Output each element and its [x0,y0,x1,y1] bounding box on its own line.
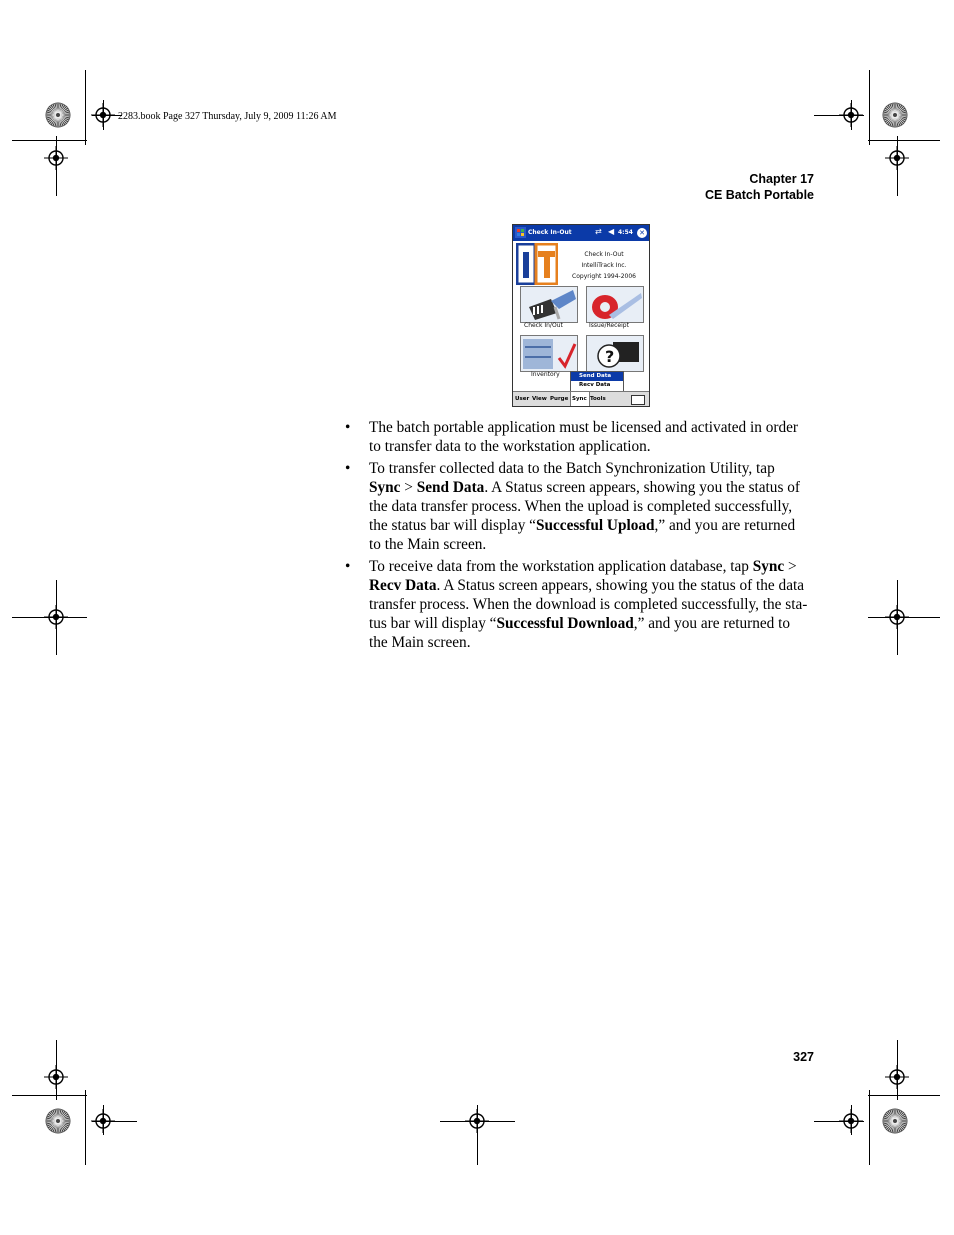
text-line [369,614,820,633]
text-run: the Main screen. [369,634,471,651]
text-run: to the Main screen. [369,536,487,553]
text-line [369,478,820,497]
starburst-mark-icon [882,102,908,128]
windows-start-icon [515,227,526,238]
text-line [369,535,820,554]
pda-menu-bar [513,391,649,407]
company-line: Check In-Out [584,251,624,258]
text-line [369,437,820,456]
company-line: IntelliTrack Inc. [581,262,627,269]
menu-sync: Sync [572,396,587,402]
pda-screenshot [512,224,650,407]
text-run: To receive data from the workstation application database, tap [369,558,753,575]
text-run: tus bar will display “ [369,615,497,632]
bullet-text [369,459,820,554]
menu-view: View [532,396,547,402]
crop-line [12,140,87,141]
registration-mark-icon [885,1065,909,1089]
company-line: Copyright 1994-2006 [572,273,636,280]
sync-popup-menu [570,371,624,392]
connectivity-icon: ⇄ [595,227,602,236]
text-run: ,” and you are returned [654,517,796,534]
crop-line [85,1090,86,1165]
bullet-dot: • [345,419,351,436]
issue-receipt-label: Issue/Receipt [589,322,629,329]
text-line [369,633,820,652]
book-info-slug: 2283.book Page 327 Thursday, July 9, 2009 11:26 AM [118,111,337,122]
text-run: The batch portable application must be licensed and activated in order [369,419,798,436]
bullet-item [345,557,820,652]
inventory-shelf-icon [521,336,577,371]
starburst-mark-icon [882,1108,908,1134]
bullet-dot: • [345,460,351,477]
text-line [369,418,820,437]
bullet-item [345,418,820,456]
crop-line [85,70,86,145]
text-run: the data transfer process. When the upload is completed successfully, [369,498,793,515]
chapter-label: Chapter 17 [749,172,814,186]
registration-mark-icon [839,1109,863,1133]
issue-receipt-tile [586,286,644,323]
check-in-out-tile [520,286,578,323]
bold-term: Send Data [416,479,485,496]
help-tile [586,335,644,372]
menu-tools: Tools [590,396,606,402]
crop-line [868,1095,940,1096]
crop-line [868,140,940,141]
registration-mark-icon [465,1109,489,1133]
starburst-mark-icon [45,1108,71,1134]
crop-line [869,1090,870,1165]
running-header [705,171,814,203]
registration-mark-icon [91,1109,115,1133]
bullet-item [345,459,820,554]
text-line [369,497,820,516]
crop-line [869,70,870,145]
bullet-text [369,418,820,456]
check-in-out-label: Check In/Out [524,322,563,329]
page-number: 327 [793,1050,814,1064]
text-run: . A Status screen appears, showing you the status of the data [436,577,805,594]
bold-term: Recv Data [369,577,437,594]
bullet-list [345,418,820,655]
text-run: To transfer collected data to the Batch Synchronization Utility, tap [369,460,775,477]
bold-term: Sync [752,558,785,575]
starburst-mark-icon [45,102,71,128]
svg-text:?: ? [605,347,615,366]
pda-title-bar [513,225,649,241]
crop-line [12,1095,87,1096]
bullet-dot: • [345,558,351,575]
registration-mark-icon [885,146,909,170]
text-line [369,576,820,595]
tape-roll-icon [587,287,643,322]
menu-user: User [515,396,530,402]
registration-mark-icon [44,146,68,170]
text-run: > [400,479,417,496]
barcode-scanner-icon [521,287,577,322]
send-data-menu-item: Send Data [571,372,623,381]
bold-term: Successful Upload [535,517,655,534]
text-run: . A Status screen appears, showing you the status of [484,479,800,496]
text-run: to transfer data to the workstation application. [369,438,651,455]
keyboard-icon [631,395,645,405]
pda-clock: 4:54 [618,229,633,236]
bold-term: Sync [369,479,401,496]
text-run: > [784,558,797,575]
text-line [369,516,820,535]
registration-mark-icon [885,605,909,629]
inventory-label: Inventory [531,371,560,378]
registration-mark-icon [91,103,115,127]
section-label: CE Batch Portable [704,188,814,202]
registration-mark-icon [44,1065,68,1089]
recv-data-menu-item: Recv Data [579,382,611,388]
text-line [369,459,820,478]
text-run: ,” and you are returned to [633,615,791,632]
registration-mark-icon [839,103,863,127]
text-run: the status bar will display “ [369,517,536,534]
help-question-icon [587,336,643,371]
speaker-icon: ◀ [608,227,615,236]
text-line [369,557,820,576]
bullet-text [369,557,820,652]
menu-purge: Purge [550,396,569,402]
pda-app-title: Check In-Out [528,229,572,236]
text-line [369,595,820,614]
pda-company-info [561,249,647,282]
text-run: transfer process. When the download is completed successfully, the sta- [369,596,808,613]
close-icon: ✕ [637,228,647,238]
bold-term: Successful Download [496,615,634,632]
intellitrack-logo-icon [516,243,558,285]
registration-mark-icon [44,605,68,629]
inventory-tile [520,335,578,372]
